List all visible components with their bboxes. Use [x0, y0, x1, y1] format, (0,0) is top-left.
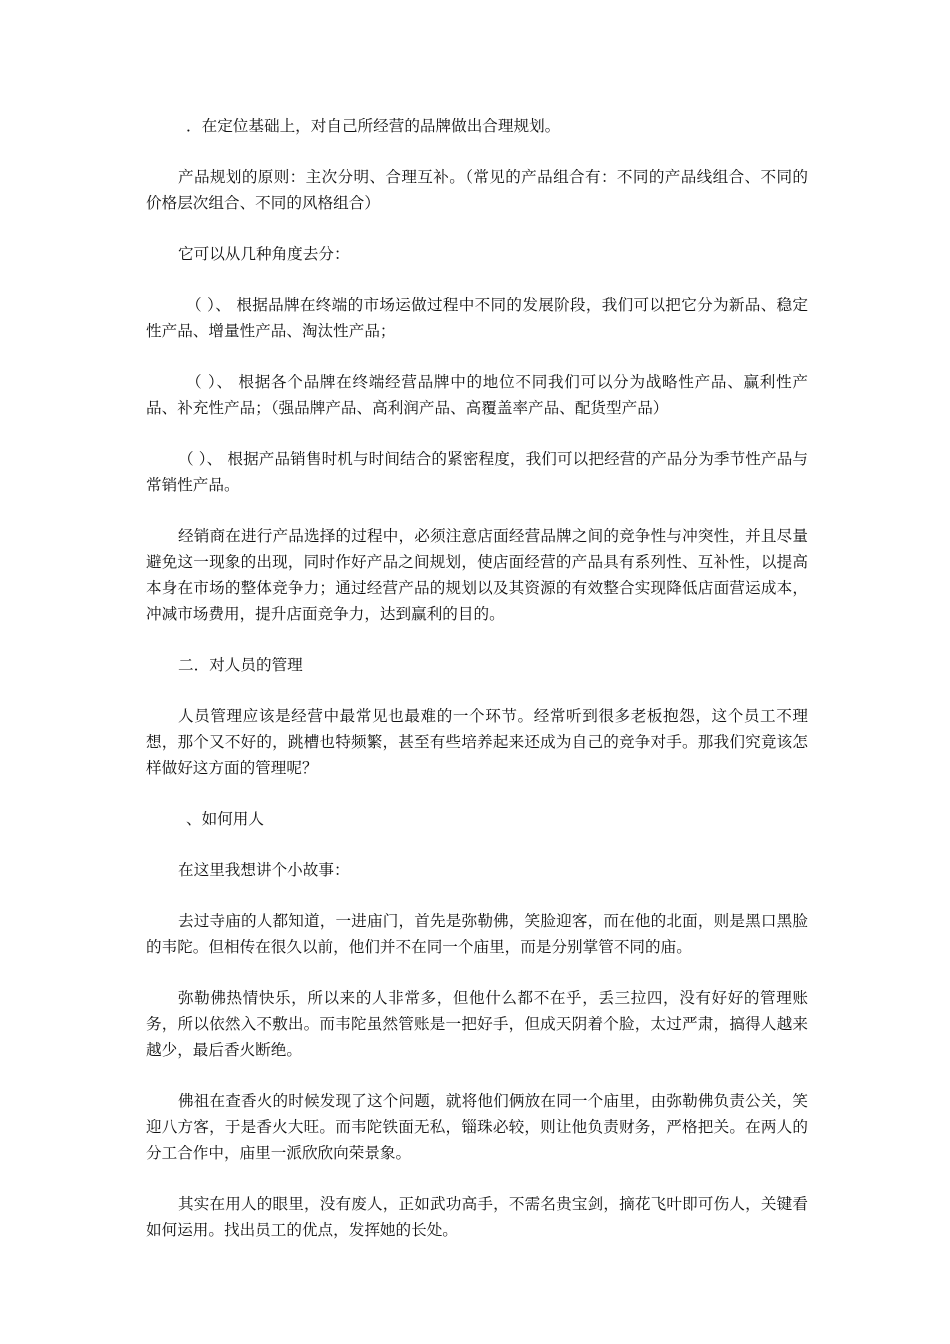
- paragraph-brand-planning: ．在定位基础上，对自己所经营的品牌做出合理规划。: [186, 117, 561, 135]
- paragraph-classification-position: （ ）、 根据各个品牌在终端经营品牌中的地位不同我们可以分为战略性产品、赢利性产品、补充性产品；（强品牌产品、高利润产品、高覆盖率产品、配货型产品）: [146, 373, 808, 417]
- paragraph-classification-stage: （ ）、 根据品牌在终端的市场运做过程中不同的发展阶段，我们可以把它分为新品、稳定性产品、增量性产品、淘汰性产品；: [146, 296, 808, 340]
- paragraph-story-conclusion: 其实在用人的眼里，没有废人，正如武功高手，不需名贵宝剑，摘花飞叶即可伤人，关键看如何运用。找出员工的优点，发挥她的长处。: [146, 1195, 808, 1239]
- section-heading-staff-management: 二．对人员的管理: [178, 656, 303, 674]
- paragraph-classification-intro: 它可以从几种角度去分：: [178, 245, 350, 263]
- paragraph-story-temples: 去过寺庙的人都知道，一进庙门，首先是弥勒佛，笑脸迎客，而在他的北面，则是黑口黑脸的韦陀。但相传在很久以前，他们并不在同一个庙里，而是分别掌管不同的庙。: [146, 912, 808, 956]
- paragraph-planning-principle: 产品规划的原则：主次分明、合理互补。（常见的产品组合有：不同的产品线组合、不同的价格层次组合、不同的风格组合）: [146, 168, 808, 212]
- paragraph-classification-timing: （ ）、 根据产品销售时机与时间结合的紧密程度，我们可以把经营的产品分为季节性产品与常销性产品。: [146, 450, 808, 494]
- paragraph-staff-management-intro: 人员管理应该是经营中最常见也最难的一个环节。经常听到很多老板抱怨，这个员工不理想，那个又不好的，跳槽也特频繁，甚至有些培养起来还成为自己的竞争对手。那我们究竟该怎样做好这方面的管理呢？: [146, 707, 808, 777]
- paragraph-story-maitreya: 弥勒佛热情快乐，所以来的人非常多，但他什么都不在乎，丢三拉四，没有好好的管理账务，所以依然入不敷出。而韦陀虽然管账是一把好手，但成天阴着个脸，太过严肃，搞得人越来越少，最后香火断绝。: [146, 989, 808, 1059]
- paragraph-story-intro: 在这里我想讲个小故事：: [178, 861, 350, 879]
- subheading-how-to-employ: 、如何用人: [186, 810, 264, 828]
- paragraph-dealer-selection: 经销商在进行产品选择的过程中，必须注意店面经营品牌之间的竞争性与冲突性，并且尽量避免这一现象的出现，同时作好产品之间规划，使店面经营的产品具有系列性、互补性，以提高本身在市场的整体竞争力；通过经营产品的规划以及其资源的有效整合实现降低店面营运成本，冲减市场费用，提升店面竞争力，达到赢利的目的。: [146, 527, 808, 623]
- paragraph-story-buddha: 佛祖在查香火的时候发现了这个问题，就将他们俩放在同一个庙里，由弥勒佛负责公关，笑迎八方客，于是香火大旺。而韦陀铁面无私，锱珠必较，则让他负责财务，严格把关。在两人的分工合作中，庙里一派欣欣向荣景象。: [146, 1092, 808, 1162]
- document-body: [146, 113, 808, 1268]
